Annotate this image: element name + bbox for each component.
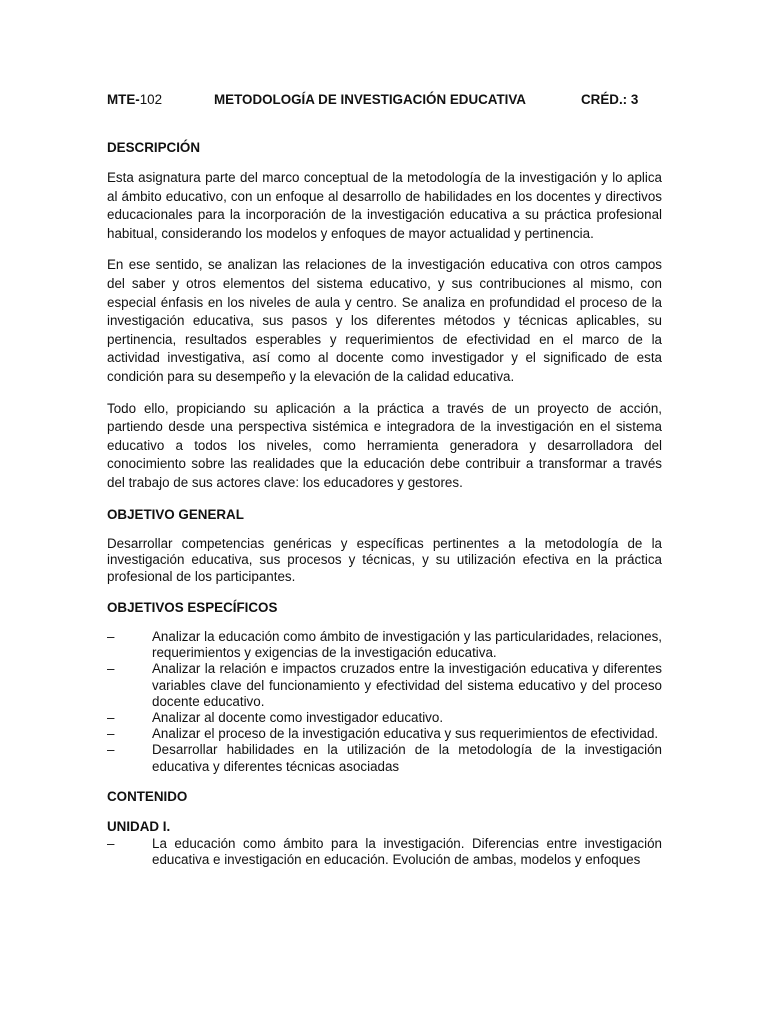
content-heading: CONTENIDO	[107, 788, 188, 804]
description-paragraph-2: En ese sentido, se analizan las relaciones de la investigación educativa con otros campos del saber y otros elementos del sistema educativo, y sus contribuciones al mismo, con especial énfasis en los niveles de aula y centro. Se analiza en profundidad el proceso de la investigación educativa, sus pasos y los diferentes métodos y técnicas aplicables, su pertinencia, resultados esperables y requerimientos de efectividad en el marco de la actividad investigativa, así como al docente como investigador y el significado de esta condición para su desempeño y la elevación de la calidad educativa.	[107, 257, 662, 384]
list-item-text: Analizar la educación como ámbito de investigación y las particularidades, relaciones, requerimientos y exigencias de la investigación educativa.	[152, 628, 662, 661]
list-item-text: Analizar al docente como investigador educativo.	[152, 709, 444, 725]
dash-bullet: –	[107, 835, 115, 851]
list-item	[107, 661, 662, 710]
dash-bullet: –	[107, 742, 115, 758]
document-body	[107, 139, 662, 868]
course-code-prefix: MTE-	[107, 92, 140, 107]
list-item	[107, 710, 662, 726]
list-item	[107, 726, 662, 742]
course-code-number: 102	[139, 92, 163, 107]
dash-bullet: –	[107, 726, 115, 742]
specific-objectives-list	[107, 629, 662, 775]
course-title: METODOLOGÍA DE INVESTIGACIÓN EDUCATIVA	[214, 92, 526, 107]
description-paragraph-3: Todo ello, propiciando su aplicación a la práctica a través de un proyecto de acción, partiendo desde una perspectiva sistémica e integradora de la investigación en el sistema educativo a todos los niveles, como herramienta generadora y desarrolladora del conocimiento sobre las realidades que la educación debe contribuir a transformar a través del trabajo de sus actores clave: los educadores y gestores.	[107, 400, 662, 490]
dash-bullet: –	[107, 709, 115, 725]
list-item	[107, 742, 662, 774]
list-item-text: Desarrollar habilidades en la utilización de la metodología de la investigación educativa y diferentes técnicas asociadas	[152, 742, 662, 774]
list-item	[107, 629, 662, 661]
general-objective-text: Desarrollar competencias genéricas y específicas pertinentes a la metodología de la investigación educativa, sus procesos y técnicas, y su utilización efectiva en la práctica profesional de los participantes.	[107, 535, 662, 585]
list-item-text: Analizar el proceso de la investigación educativa y sus requerimientos de efectividad.	[152, 726, 659, 742]
list-item	[107, 836, 662, 868]
description-heading: DESCRIPCIÓN	[107, 140, 201, 155]
course-credits: CRÉD.: 3	[581, 92, 639, 107]
course-code	[107, 92, 162, 107]
unit-heading: UNIDAD I.	[107, 818, 171, 834]
dash-bullet: –	[107, 661, 115, 677]
dash-bullet: –	[107, 628, 115, 644]
unit-items-list	[107, 836, 662, 868]
description-paragraph-1: Esta asignatura parte del marco conceptual de la metodología de la investigación y lo aplica al ámbito educativo, con un enfoque al desarrollo de habilidades en los docentes y directivos educacionales para la incorporación de la investigación educativa a su práctica profesional habitual, considerando los modelos y enfoques de mayor actualidad y pertinencia.	[107, 170, 662, 241]
list-item-text: La educación como ámbito para la investigación. Diferencias entre investigación educativa e investigación en educación. Evolución de ambas, modelos y enfoques	[152, 835, 662, 867]
list-item-text: Analizar la relación e impactos cruzados entre la investigación educativa y diferentes variables clave del funcionamiento y efectividad del sistema educativo y del proceso docente educativo.	[152, 661, 662, 709]
general-objective-heading: OBJETIVO GENERAL	[107, 506, 244, 522]
specific-objectives-heading: OBJETIVOS ESPECÍFICOS	[107, 599, 278, 615]
course-header	[107, 92, 667, 110]
